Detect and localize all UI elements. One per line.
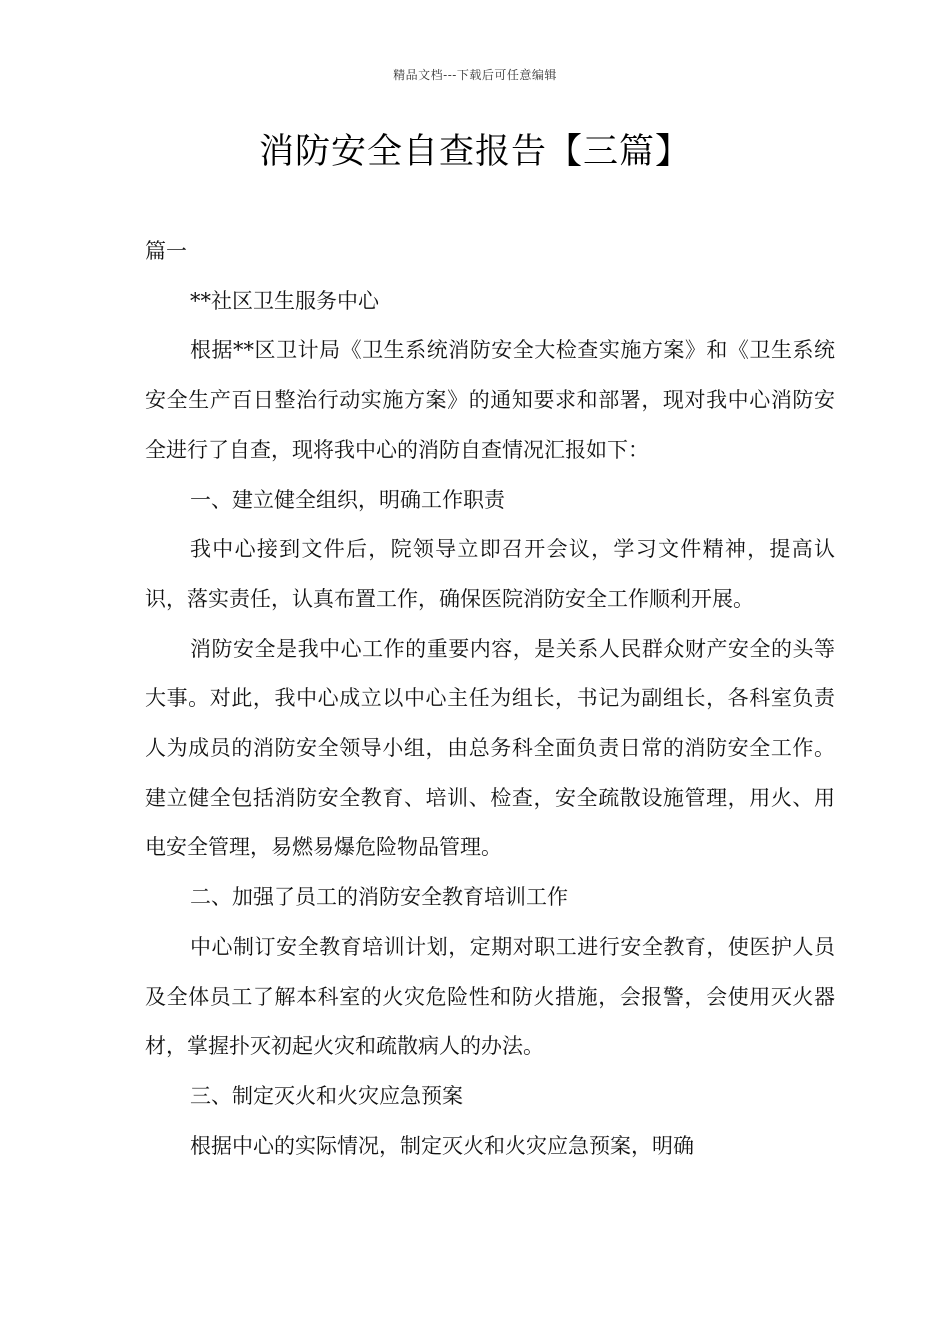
document-title: 消防安全自查报告【三篇】 [258,132,691,172]
intro-paragraph: 根据**区卫计局《卫生系统消防安全大检查实施方案》和《卫生系统安全生产百日整治行动实施方案》的通知要求和部署，现对我中心消防安全进行了自查，现将我中心的消防自查情况汇报如下： [145,338,835,462]
section-heading-1: 一、建立健全组织，明确工作职责 [190,487,505,512]
paragraph-emergency-plan: 根据中心的实际情况，制定灭火和火灾应急预案，明确 [190,1133,694,1158]
header-note: 精品文档---下载后可任意编辑 [393,68,557,82]
organization-name: **社区卫生服务中心 [190,288,379,313]
paragraph-meeting: 我中心接到文件后，院领导立即召开会议，学习文件精神，提高认识，落实责任，认真布置工作，确保医院消防安全工作顺利开展。 [145,537,835,611]
paragraph-training: 中心制订安全教育培训计划，定期对职工进行安全教育，使医护人员及全体员工了解本科室的火灾危险性和防火措施，会报警，会使用灭火器材，掌握扑灭初起火灾和疏散病人的办法。 [145,934,835,1059]
paragraph-leadership-group: 消防安全是我中心工作的重要内容，是关系人民群众财产安全的头等大事。对此，我中心成立以中心主任为组长，书记为副组长，各科室负责人为成员的消防安全领导小组，由总务科全面负责日常的消防安全工作。建立健全包括消防安全教育、培训、检查，安全疏散设施管理，用火、用电安全管理，易燃易爆危险物品管理。 [145,636,835,860]
section-heading-3: 三、制定灭火和火灾应急预案 [190,1083,463,1108]
document-body [145,227,835,1171]
section-heading-part-one: 篇一 [145,239,187,263]
section-heading-2: 二、加强了员工的消防安全教育培训工作 [190,885,568,910]
